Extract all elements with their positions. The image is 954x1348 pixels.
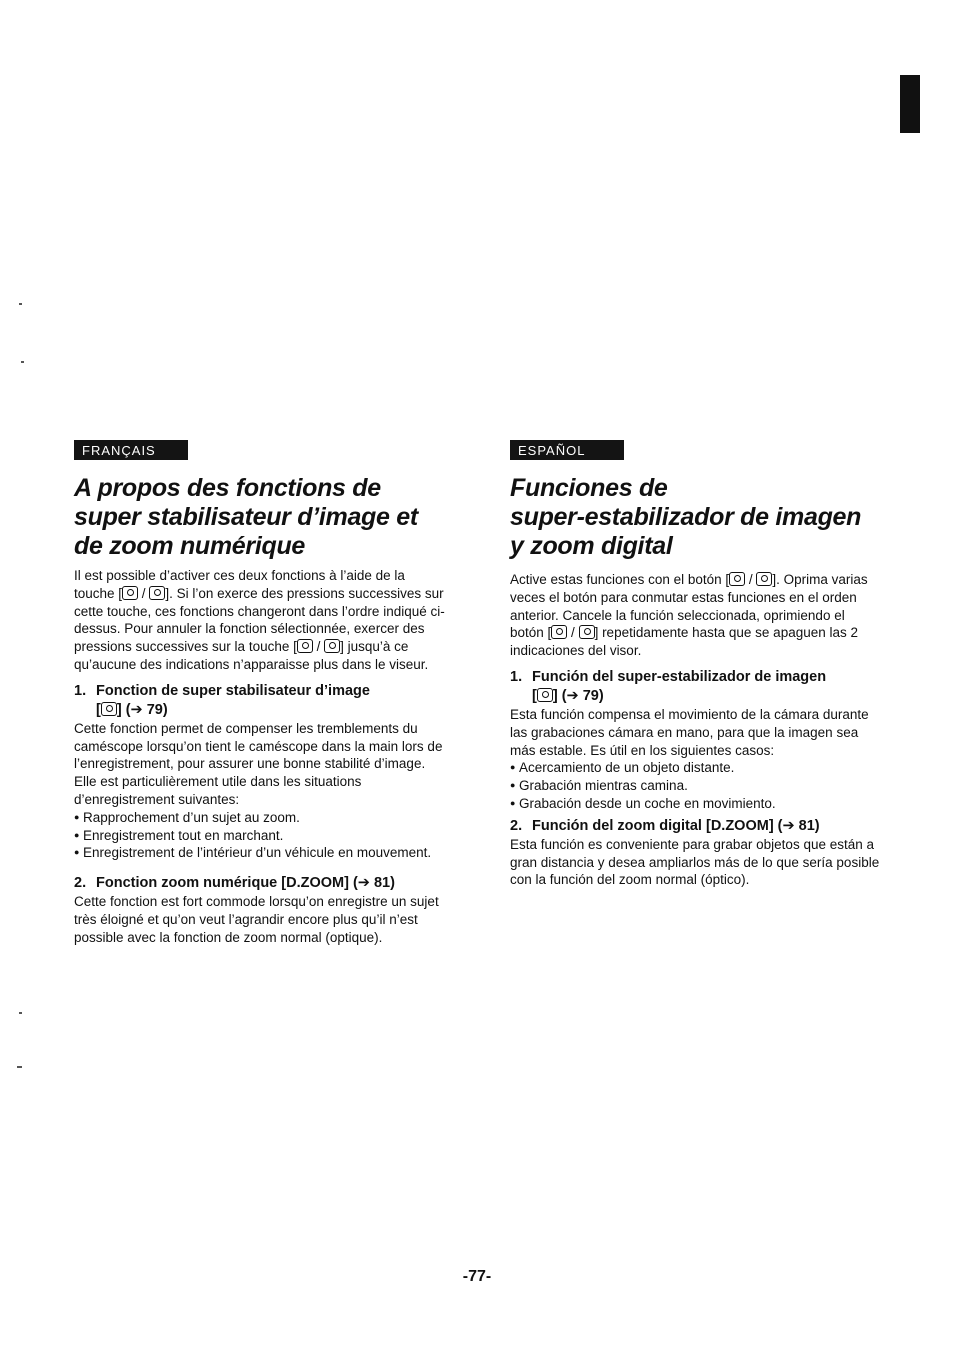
spanish-section-2-heading (510, 817, 882, 836)
language-tab-french: FRANÇAIS (74, 440, 188, 460)
stabilizer-icon (297, 639, 313, 653)
scan-speck (21, 361, 24, 363)
intro-text: ] repetidamente hasta que se apaguen las 2 indicaciones del visor. (510, 625, 859, 659)
french-section-2-heading (74, 874, 446, 893)
page-number: -77- (462, 1268, 492, 1285)
digital-zoom-icon (324, 639, 340, 653)
section-title: Función del super-estabilizador de imagen (532, 668, 827, 685)
french-section-2-text: Cette fonction est fort commode lorsqu’on enregistre un sujet très éloigné et qu’on veut l’agrandir encore plus qu’il n’est possible avec la fonction de zoom normal (optique). (74, 894, 439, 945)
language-tab-spanish: ESPAÑOL (510, 440, 624, 460)
scan-speck (19, 303, 22, 305)
intro-text: ]. Si l’on exerce des pressions successives sur cette touche, ces fonctions changeront dans l’ordre indiqué ci-dessus. Pour annuler la fonction sélectionnée, exercer des pressions successives sur la touche [ (74, 585, 445, 655)
digital-zoom-icon (149, 586, 165, 600)
section-number: 2. (510, 817, 523, 834)
section-number: 2. (74, 875, 87, 892)
title-line: A propos des fonctions de (74, 474, 381, 502)
stabilizer-icon (551, 625, 567, 639)
intro-text: ] jusqu’à ce qu’aucune des indications n’apparaisse plus dans le viseur. (74, 639, 429, 672)
digital-zoom-icon (579, 625, 595, 639)
title-line: y zoom digital (510, 532, 673, 560)
intro-text: Active estas funciones con el botón [ (510, 572, 730, 587)
section-title: Fonction de super stabilisateur d’image (96, 682, 370, 699)
title-line: super-estabilizador de imagen (510, 503, 862, 531)
spanish-column (510, 440, 882, 889)
scan-speck (19, 1012, 22, 1014)
stabilizer-icon (101, 702, 117, 716)
french-section-1-heading (74, 682, 446, 720)
bracket-text: [ (532, 687, 537, 704)
intro-text: Il est possible d’activer ces deux fonctions à l’aide de la touche [ (74, 568, 405, 601)
title-line: super stabilisateur d’image et (74, 503, 418, 531)
intro-text: ]. Oprima varias veces el botón para conmutar estas funciones en el orden anterior. Cancele la función seleccionada, oprimiendo el botón [ (510, 572, 868, 641)
list-item: ● Rapprochement d’un sujet au zoom. (74, 809, 446, 827)
page-reference: ] (➔ 79) (116, 701, 168, 718)
french-title (74, 474, 446, 561)
spanish-section-1-text: Esta función compensa el movimiento de la cámara durante las grabaciones cámara en mano, para que la imagen sea más estable. Es útil en los siguientes casos: (510, 706, 869, 758)
list-item: ● Grabación mientras camina. (510, 777, 882, 795)
stabilizer-icon (537, 688, 553, 702)
list-item: ● Enregistrement tout en marchant. (74, 827, 446, 845)
stabilizer-icon (729, 572, 745, 586)
list-item: ● Grabación desde un coche en movimiento. (510, 795, 882, 813)
french-intro: Il est possible d’activer ces deux fonctions à l’aide de la touche [ / ]. Si l’on exerce des pressions successives sur cette touche, ces fonctions changeront dans l’ordre indiqué ci-dessus. Pour annuler la fonction sélectionnée, exercer des pressions successives sur la touche [ / ] jusqu’à ce qu’aucune des indications n’apparaisse plus dans le viseur. (74, 568, 445, 672)
section-title: Fonction zoom numérique [D.ZOOM] (➔ 81) (96, 875, 395, 892)
spanish-section-2-text: Esta función es conveniente para grabar objetos que están a gran distancia y desea ampliarlos más de lo que sería posible con la función del zoom normal (óptico). (510, 836, 880, 888)
digital-zoom-icon (756, 572, 772, 586)
title-line: Funciones de (510, 474, 668, 502)
spanish-title (510, 474, 882, 561)
french-section-1-text: Cette fonction permet de compenser les tremblements du caméscope lorsqu’on tient le caméscope dans la main lors de l’enregistrement, pour assurer une bonne stabilité d’image. Elle est particulièrement utile dans les situations d’enregistrement suivantes: (74, 720, 443, 807)
section-reference (510, 687, 882, 706)
spanish-intro: Active estas funciones con el botón [ / ]. Oprima varias veces el botón para conmutar estas funciones en el orden anterior. Cancele la función seleccionada, oprimiendo el botón [ / ] repetidamente hasta que se apaguen las 2 indicaciones del visor. (510, 572, 868, 659)
page-edge-tab-marker (900, 75, 920, 133)
section-title: Función del zoom digital [D.ZOOM] (➔ 81) (532, 817, 820, 834)
spanish-section-1-list (510, 759, 882, 812)
title-line: de zoom numérique (74, 532, 306, 560)
page-reference: ] (➔ 79) (552, 687, 604, 704)
spanish-section-1-heading (510, 668, 882, 706)
french-section-1-list (74, 809, 446, 862)
list-item: ● Enregistrement de l’intérieur d’un véhicule en mouvement. (74, 844, 446, 862)
scan-speck (17, 1066, 22, 1068)
bracket-text: [ (96, 701, 101, 718)
section-reference (74, 701, 446, 720)
list-item: ● Acercamiento de un objeto distante. (510, 759, 882, 777)
section-number: 1. (74, 682, 87, 699)
french-column (74, 440, 446, 947)
section-number: 1. (510, 668, 523, 685)
stabilizer-icon (122, 586, 138, 600)
